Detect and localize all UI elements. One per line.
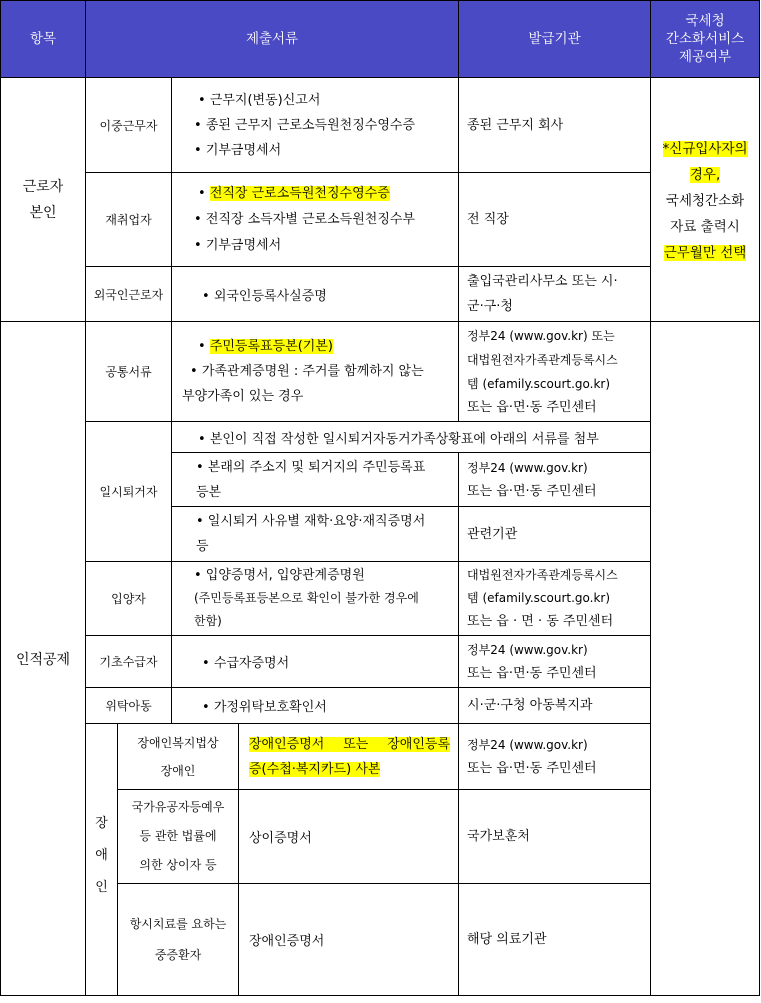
table-row <box>1 422 760 453</box>
common-docs: • 주민등록표등본(기본) • 가족관계증명원 : 주거를 함께하지 않는 부양가족이 있는 경우 <box>172 322 459 422</box>
header-nts: 국세청 간소화서비스 제공여부 <box>651 1 760 78</box>
nts-blank-personal <box>651 322 760 996</box>
disabled-veteran-label: 국가유공자등예우 등 관한 법률에 의한 상이자 등 <box>118 790 239 884</box>
disabled-veteran-docs: 상이증명서 <box>239 790 459 884</box>
reemployed-issuer: 전 직장 <box>459 173 651 267</box>
table-row <box>1 267 760 322</box>
header-issuer: 발급기관 <box>459 1 651 78</box>
common-docs-issuer: 정부24 (www.gov.kr) 또는 대법원전자가족관계등록시스 템 (efamily.scourt.go.kr) 또는 읍·면·동 주민센터 <box>459 322 651 422</box>
basic-recipient-docs: • 수급자증명서 <box>172 636 459 688</box>
disabled-severe-label: 항시치료를 요하는 중증환자 <box>118 884 239 996</box>
foster-child-issuer: 시·군·구청 아동복지과 <box>459 688 651 724</box>
temp-leave-note: • 본인이 직접 작성한 일시퇴거자동거가족상황표에 아래의 서류를 첨부 <box>172 422 651 453</box>
basic-recipient-label: 기초수급자 <box>86 636 172 688</box>
table-row <box>1 173 760 267</box>
table-row <box>1 78 760 173</box>
temp-leave-label: 일시퇴거자 <box>86 422 172 562</box>
temp-leave-doc2: • 일시퇴거 사유별 재학·요양·재직증명서 등 <box>172 507 459 562</box>
disabled-category: 장 애 인 <box>86 724 118 996</box>
disabled-severe-issuer: 해당 의료기관 <box>459 884 651 996</box>
table-row <box>1 562 760 636</box>
header-row <box>1 1 760 78</box>
table-row <box>1 724 760 790</box>
foreign-worker-issuer: 출입국관리사무소 또는 시· 군·구·청 <box>459 267 651 322</box>
temp-leave-doc1: • 본래의 주소지 및 퇴거지의 주민등록표 등본 <box>172 453 459 507</box>
reemployed-docs: • 전직장 근로소득원천징수영수증 • 전직장 소득자별 근로소득원천징수부 • 기부금명세서 <box>172 173 459 267</box>
adopted-label: 입양자 <box>86 562 172 636</box>
adopted-docs: • 입양증명서, 입양관계증명원 (주민등록표등본으로 확인이 불가한 경우에 한함) <box>172 562 459 636</box>
basic-recipient-issuer: 정부24 (www.gov.kr) 또는 읍·면·동 주민센터 <box>459 636 651 688</box>
dual-worker-issuer: 종된 근무지 회사 <box>459 78 651 173</box>
dual-worker-label: 이중근무자 <box>86 78 172 173</box>
temp-leave-issuer2: 관련기관 <box>459 507 651 562</box>
foreign-worker-docs: • 외국인등록사실증명 <box>172 267 459 322</box>
foster-child-docs: • 가정위탁보호확인서 <box>172 688 459 724</box>
disabled-welfare-issuer: 정부24 (www.gov.kr) 또는 읍·면·동 주민센터 <box>459 724 651 790</box>
table-row <box>1 636 760 688</box>
category-worker: 근로자 본인 <box>1 78 86 322</box>
foster-child-label: 위탁아동 <box>86 688 172 724</box>
foreign-worker-label: 외국인근로자 <box>86 267 172 322</box>
header-item: 항목 <box>1 1 86 78</box>
nts-note: *신규입사자의 경우, 국세청간소화 자료 출력시 근무월만 선택 <box>651 78 760 322</box>
disabled-severe-docs: 장애인증명서 <box>239 884 459 996</box>
dual-worker-docs: • 근무지(변동)신고서 • 종된 근무지 근로소득원천징수영수증 • 기부금명세서 <box>172 78 459 173</box>
category-personal: 인적공제 <box>1 322 86 996</box>
reemployed-label: 재취업자 <box>86 173 172 267</box>
disabled-welfare-docs: 장애인증명서 또는 장애인등록 증(수첩·복지카드) 사본 <box>239 724 459 790</box>
table-row <box>1 688 760 724</box>
disabled-welfare-label: 장애인복지법상 장애인 <box>118 724 239 790</box>
common-docs-label: 공통서류 <box>86 322 172 422</box>
header-docs: 제출서류 <box>86 1 459 78</box>
disabled-veteran-issuer: 국가보훈처 <box>459 790 651 884</box>
table-row <box>1 322 760 422</box>
adopted-issuer: 대법원전자가족관계등록시스 템 (efamily.scourt.go.kr) 또는 읍 · 면 · 동 주민센터 <box>459 562 651 636</box>
temp-leave-issuer1: 정부24 (www.gov.kr) 또는 읍·면·동 주민센터 <box>459 453 651 507</box>
